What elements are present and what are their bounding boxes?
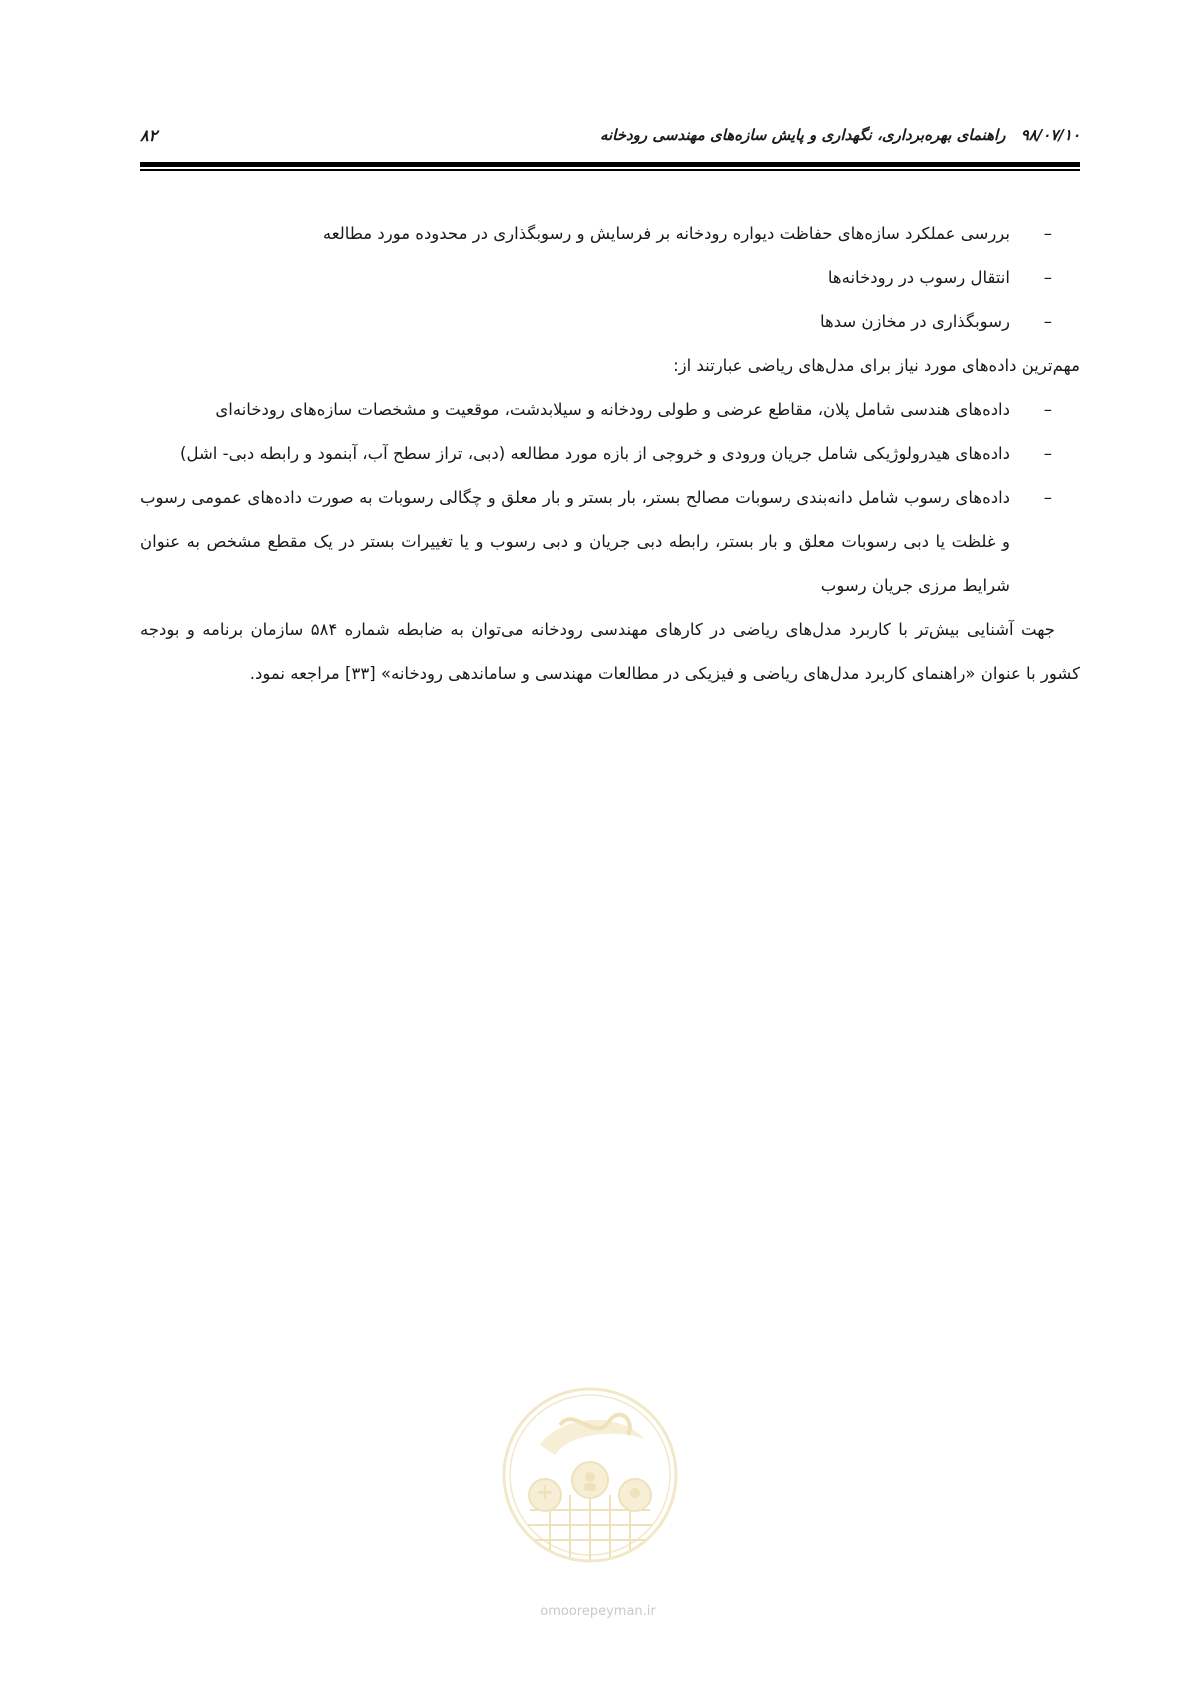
header-rule-thick: [140, 162, 1080, 167]
running-title: [600, 126, 1080, 144]
list-dash: –: [1043, 312, 1052, 331]
header-date: ۹۸/۰۷/۱۰: [1020, 126, 1080, 144]
list-item-text: انتقال رسوب در رودخانه‌ها: [827, 268, 1010, 287]
page-number: ۸۲: [140, 126, 158, 145]
list-item: [140, 476, 1080, 608]
list-item: [140, 432, 1080, 476]
list-dash: –: [1043, 488, 1052, 507]
header-rule-thin: [140, 169, 1080, 171]
watermark-url: omoorepeyman.ir: [540, 1604, 656, 1619]
closing-paragraph: جهت آشنایی بیش‌تر با کاربرد مدل‌های ریاضی در کارهای مهندسی رودخانه می‌توان به ضابطه شماره ۵۸۴ سازمان برنامه و بودجه کشور با عنوان «راهنمای کاربرد مدل‌های ریاضی و فیزیکی در مطالعات مهندسی و ساماندهی رودخانه» [۳۳] مراجعه نمود.: [140, 620, 1080, 683]
list-dash: –: [1043, 224, 1052, 243]
list-dash: –: [1043, 268, 1052, 287]
intro-paragraph: مهم‌ترین داده‌های مورد نیاز برای مدل‌های ریاضی عبارتند از:: [673, 356, 1080, 375]
list-dash: –: [1043, 444, 1052, 463]
list-item-text: داده‌های هیدرولوژیکی شامل جریان ورودی و خروجی از بازه مورد مطالعه (دبی، تراز سطح آب، آبنمود و رابطه دبی- اشل): [180, 444, 1010, 463]
list-item-text: داده‌های رسوب شامل دانه‌بندی رسوبات مصالح بستر، بار بستر و بار معلق و چگالی رسوبات به صورت داده‌های عمومی رسوب و غلظت یا دبی رسوبات معلق و بار بستر، رابطه دبی جریان و دبی رسوب و یا تغییرات بستر در یک مقطع مشخص به عنوان شرایط مرزی جریان رسوب: [140, 488, 1010, 595]
list-item: [140, 388, 1080, 432]
watermark-logo-icon: [500, 1385, 680, 1565]
header-title-text: راهنمای بهره‌برداری، نگهداری و پایش سازه‌های مهندسی رودخانه: [599, 126, 1006, 144]
list-item: [140, 212, 1080, 256]
list-item-text: بررسی عملکرد سازه‌های حفاظت دیواره رودخانه بر فرسایش و رسوبگذاری در محدوده مورد مطالعه: [322, 224, 1010, 243]
body-content: [140, 212, 1080, 696]
list-item-text: داده‌های هندسی شامل پلان، مقاطع عرضی و طولی رودخانه و سیلابدشت، موقعیت و مشخصات سازه‌های رودخانه‌ای: [215, 400, 1010, 419]
list-item: [140, 300, 1080, 344]
list-item-text: رسوبگذاری در مخازن سدها: [819, 312, 1010, 331]
list-item: [140, 256, 1080, 300]
page-header: [140, 126, 1080, 156]
list-dash: –: [1043, 400, 1052, 419]
